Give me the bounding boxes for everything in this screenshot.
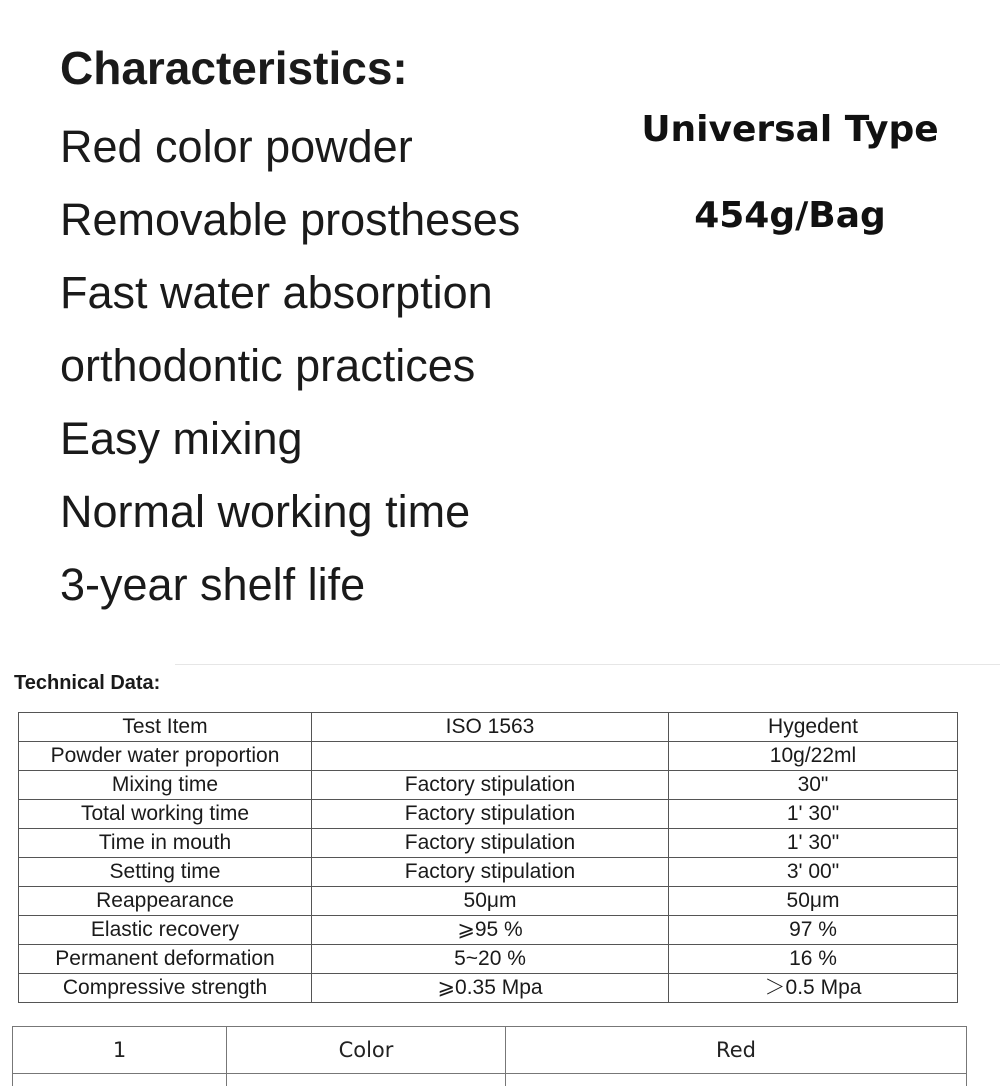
characteristic-item: orthodontic practices — [60, 329, 520, 402]
table-cell: 10g/22ml — [669, 742, 958, 771]
table-cell: Permanent deformation — [19, 945, 312, 974]
table-cell: Compressive strength — [19, 974, 312, 1003]
characteristic-item: Red color powder — [60, 110, 520, 183]
table-row — [19, 771, 958, 800]
technical-data-title: Technical Data: — [14, 670, 160, 696]
table-cell: 1' 30" — [669, 800, 958, 829]
table-cell: 1' 30" — [669, 829, 958, 858]
characteristic-item: Fast water absorption — [60, 256, 520, 329]
table-cell: 50μm — [312, 887, 669, 916]
table-row — [19, 858, 958, 887]
table-row — [19, 945, 958, 974]
table-cell: Factory stipulation — [312, 771, 669, 800]
characteristics-title: Characteristics: — [60, 38, 520, 98]
table-cell: Elastic recovery — [19, 916, 312, 945]
row-number-cell: 1 — [13, 1027, 227, 1074]
table-row — [19, 800, 958, 829]
header-cell: ISO 1563 — [312, 713, 669, 742]
header-cell: Test Item — [19, 713, 312, 742]
table-cell — [312, 742, 669, 771]
characteristics-list — [60, 110, 520, 621]
table-cell: ＞0.5 Mpa — [669, 974, 958, 1003]
technical-data-table — [18, 712, 958, 1003]
characteristics-section — [60, 38, 520, 621]
table-row — [19, 916, 958, 945]
product-weight: 454g/Bag — [600, 191, 980, 241]
product-type: Universal Type — [600, 105, 980, 155]
characteristic-item: Normal working time — [60, 475, 520, 548]
table-cell: Factory stipulation — [312, 829, 669, 858]
table-header-row — [19, 713, 958, 742]
table-cell: Powder water proportion — [19, 742, 312, 771]
table-cell: Time in mouth — [19, 829, 312, 858]
characteristic-item: 3-year shelf life — [60, 548, 520, 621]
section-divider — [175, 664, 1000, 665]
table-cell: ⩾0.35 Mpa — [312, 974, 669, 1003]
table-row — [19, 887, 958, 916]
table-cell — [227, 1074, 506, 1086]
attribute-value-cell: Red — [506, 1027, 967, 1074]
table-row — [13, 1027, 967, 1074]
table-cell — [506, 1074, 967, 1086]
table-cell: ⩾95 % — [312, 916, 669, 945]
table-cell: 97 % — [669, 916, 958, 945]
table-row-partial — [13, 1074, 967, 1086]
table-cell — [13, 1074, 227, 1086]
table-row — [19, 742, 958, 771]
table-cell: 50μm — [669, 887, 958, 916]
table-cell: Setting time — [19, 858, 312, 887]
product-info — [600, 105, 980, 241]
table-cell: 30" — [669, 771, 958, 800]
table-cell: Factory stipulation — [312, 858, 669, 887]
table-cell: 3' 00" — [669, 858, 958, 887]
characteristic-item: Removable prostheses — [60, 183, 520, 256]
table-row — [19, 829, 958, 858]
characteristic-item: Easy mixing — [60, 402, 520, 475]
header-cell: Hygedent — [669, 713, 958, 742]
table-cell: Mixing time — [19, 771, 312, 800]
table-cell: Total working time — [19, 800, 312, 829]
product-info-table — [12, 1026, 967, 1086]
table-cell: Factory stipulation — [312, 800, 669, 829]
table-cell: Reappearance — [19, 887, 312, 916]
table-row — [19, 974, 958, 1003]
table-cell: 5~20 % — [312, 945, 669, 974]
attribute-name-cell: Color — [227, 1027, 506, 1074]
table-cell: 16 % — [669, 945, 958, 974]
